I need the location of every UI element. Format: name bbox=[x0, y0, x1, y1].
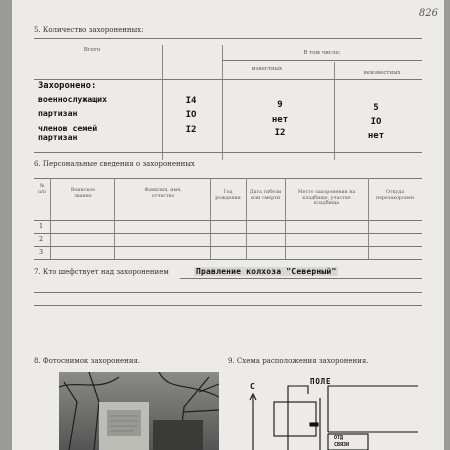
row-label-families-2: партизан bbox=[38, 132, 78, 142]
col-burial-place: Место захоронения на кладбище, участке кладбища bbox=[297, 190, 356, 207]
building-label-2: СВЯЗИ bbox=[334, 442, 350, 448]
grave-photo bbox=[59, 372, 219, 450]
section6-title: 6. Персональные сведения о захороненных bbox=[34, 160, 195, 168]
col-birth-year: Год рождения bbox=[215, 190, 241, 201]
table6-header-line bbox=[34, 220, 422, 221]
soldiers-known: 9 bbox=[277, 100, 283, 110]
table6-row3-line bbox=[34, 259, 422, 260]
col-known-header: известных bbox=[251, 66, 283, 72]
table5-vline1 bbox=[162, 45, 163, 160]
col-rank: Воинское звание bbox=[70, 188, 96, 199]
location-scheme bbox=[228, 368, 428, 450]
partisans-total: IO bbox=[185, 110, 197, 120]
table5-top-line bbox=[34, 38, 422, 39]
col-total-header: Всего bbox=[83, 47, 101, 53]
table6-top-line bbox=[34, 178, 422, 179]
section9-title: 9. Схема расположения захоронения. bbox=[228, 357, 369, 365]
table6-row2-line bbox=[34, 246, 422, 247]
table5-vline3 bbox=[334, 62, 335, 160]
col-including-header: В том числе: bbox=[303, 50, 341, 56]
row-num-3: 3 bbox=[39, 249, 43, 256]
col-unknown-header: неизвестных bbox=[363, 70, 401, 76]
table5-header-line bbox=[34, 79, 422, 80]
document-page bbox=[12, 0, 444, 450]
row-num-1: 1 bbox=[39, 223, 43, 230]
including-line bbox=[222, 60, 422, 61]
row-header-buried: Захоронено: bbox=[38, 81, 97, 91]
row-label-partisans: партизан bbox=[38, 108, 78, 118]
building-label-1: ОТД bbox=[334, 435, 344, 441]
table6-vline2 bbox=[114, 178, 115, 259]
col-death-date: Дата гибели или смерти bbox=[249, 190, 282, 201]
field-label: ПОЛЕ bbox=[310, 377, 332, 386]
table5-vline2 bbox=[222, 45, 223, 160]
section7-title: 7. Кто шефствует над захоронением bbox=[34, 268, 169, 276]
section8-title: 8. Фотоснимок захоронения. bbox=[34, 357, 141, 365]
row-label-soldiers: военнослужащих bbox=[38, 94, 108, 104]
table5-bottom-line bbox=[34, 152, 422, 153]
partisans-unknown: IO bbox=[370, 117, 382, 127]
table6-row1-line bbox=[34, 233, 422, 234]
row-num-2: 2 bbox=[39, 236, 43, 243]
families-total: I2 bbox=[185, 125, 197, 135]
col-reburied-from: Откуда перезахоронен bbox=[375, 190, 415, 201]
page-number: 826 bbox=[418, 8, 438, 19]
col-name: Фамилия, имя, отчество bbox=[144, 188, 182, 199]
col-num: № п/п bbox=[37, 184, 46, 195]
row-label-families-1: членов семей bbox=[38, 123, 98, 133]
families-known: I2 bbox=[274, 128, 286, 138]
north-label: С bbox=[250, 382, 255, 391]
soldiers-total: I4 bbox=[185, 96, 197, 106]
blank-line-1 bbox=[34, 292, 422, 293]
table6-vline1 bbox=[50, 178, 51, 259]
blank-line-2 bbox=[34, 305, 422, 306]
families-unknown: нет bbox=[367, 131, 385, 141]
partisans-known: нет bbox=[271, 115, 289, 125]
patron-value: Правление колхоза "Северный" bbox=[196, 267, 337, 276]
section5-title: 5. Количество захороненных: bbox=[34, 26, 144, 34]
soldiers-unknown: 5 bbox=[373, 103, 379, 113]
patron-underline bbox=[180, 278, 422, 279]
